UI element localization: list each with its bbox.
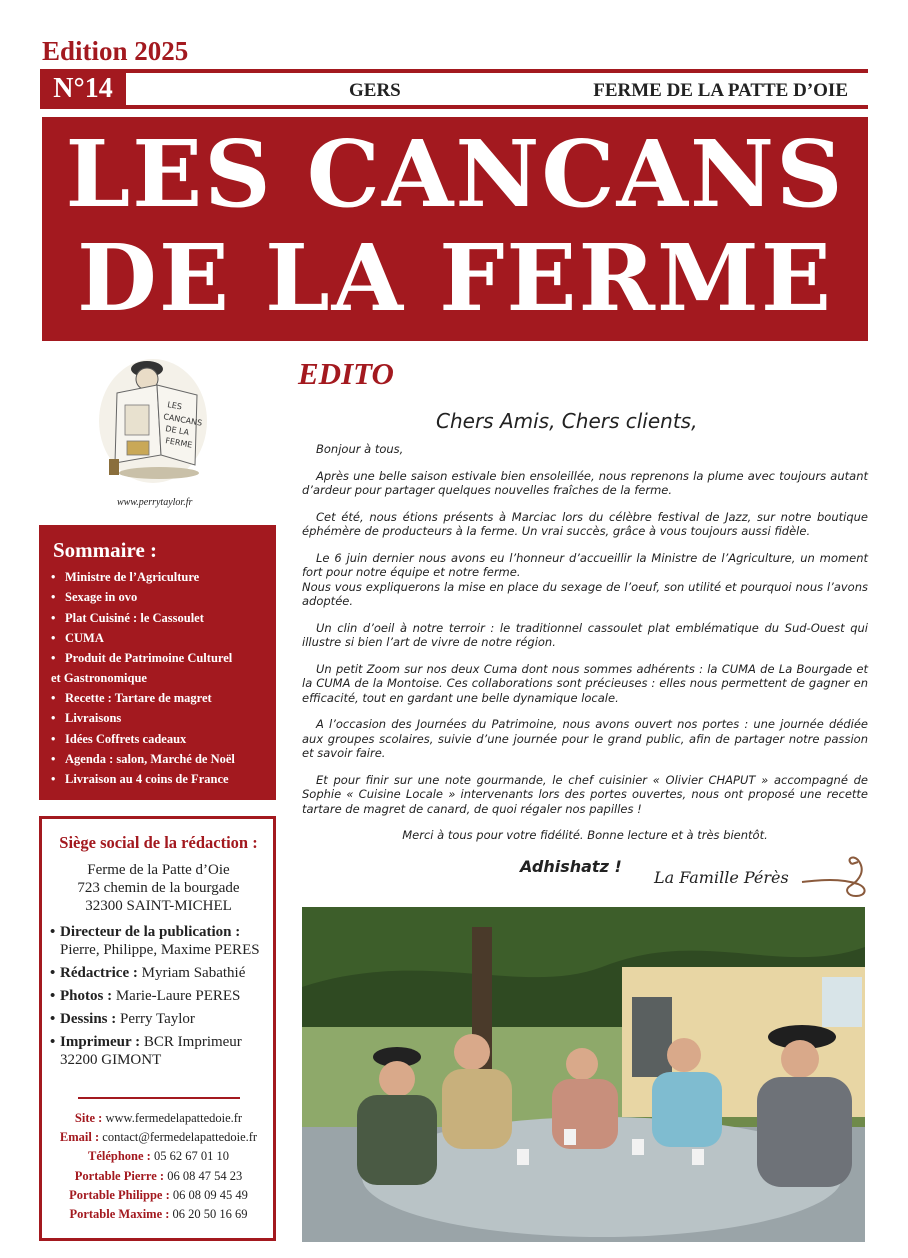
- sommaire-box: [39, 525, 276, 800]
- list-item: • Livraison au 4 coins de France: [51, 769, 266, 789]
- contact-value[interactable]: www.fermedelapattedoie.fr: [105, 1111, 243, 1125]
- contact-value: 06 20 50 16 69: [172, 1207, 248, 1222]
- siege-social-box: [39, 816, 276, 1241]
- siege-title: Siège social de la rédaction :: [59, 833, 258, 852]
- list-item: • CUMA: [51, 628, 266, 648]
- sommaire-list: [51, 567, 266, 790]
- credit-name: Myriam Sabathié: [141, 965, 246, 981]
- contact-portable-maxime: [50, 1205, 267, 1224]
- credit-role: Dessins :: [60, 1011, 117, 1027]
- contact-label: Téléphone :: [88, 1149, 151, 1164]
- edito-paragraph: Un clin d’oeil à notre terroir : le traditionnel cassoulet plat emblématique du Sud-Ouest qui illustre si bien l’art de vivre de notre région.: [302, 620, 868, 649]
- edito-paragraph: Nous vous expliquerons la mise en place du sexage de l’oeuf, son utilité et pourquoi nous l’avons adoptée.: [302, 579, 868, 608]
- contacts-block: [50, 1109, 267, 1224]
- edito-paragraph: A l’occasion des Journées du Patrimoine, nous avons ouvert nos portes : une journée dédiée aux groupes scolaires, suivie d’une journée pour le grand public, afin de partager notre passion et savoir faire.: [302, 717, 868, 760]
- svg-text:LES: LES: [166, 400, 183, 412]
- sommaire-title: Sommaire :: [53, 538, 158, 562]
- newspaper-cartoon-image: [97, 355, 209, 487]
- list-item: • Sexage in ovo: [51, 587, 266, 607]
- credit-role: Imprimeur :: [60, 1034, 141, 1050]
- credit-role: Rédactrice :: [60, 965, 138, 981]
- edito-closing: Adhishatz !: [520, 857, 622, 876]
- svg-text:FERME: FERME: [164, 436, 193, 450]
- list-item: • Recette : Tartare de magret: [51, 688, 266, 708]
- edito-greeting: Chers Amis, Chers clients,: [436, 409, 698, 433]
- edito-title: EDITO: [298, 356, 394, 391]
- edition-label: Edition 2025: [42, 36, 189, 66]
- list-item-text: Produit de Patrimoine Culturel: [65, 651, 233, 666]
- address-line: Ferme de la Patte d’Oie: [87, 862, 230, 878]
- list-item: • Livraisons: [51, 708, 266, 728]
- edito-paragraph: Après une belle saison estivale bien ensoleillée, nous reprenons la plume avec toujours autant d’ardeur pour partager quelques nouvelles fraîches de la ferme.: [302, 468, 868, 497]
- credit-name: Marie-Laure PERES: [115, 988, 241, 1004]
- divider: [78, 1097, 240, 1099]
- credit-name: Perry Taylor: [120, 1011, 195, 1027]
- contact-value: 05 62 67 01 10: [153, 1149, 229, 1164]
- edito-paragraph: Cet été, nous étions présents à Marciac lors du célèbre festival de Jazz, sur notre boutique éphémère de producteurs à la ferme. Un vrai succès, grâce à vous toujours aussi fidèle.: [302, 509, 868, 538]
- masthead-line-1: LES CANCANS: [65, 120, 845, 228]
- family-signature: La Famille Pérès: [654, 868, 789, 887]
- list-item: [51, 648, 266, 688]
- credit-extra: 32200 GIMONT: [60, 1052, 162, 1068]
- edito-paragraph: Merci à tous pour votre fidélité. Bonne lecture et à très bientôt.: [402, 828, 768, 842]
- list-item: • Agenda : salon, Marché de Noël: [51, 749, 266, 769]
- svg-text:CANCANS: CANCANS: [162, 412, 203, 428]
- contact-value[interactable]: contact@fermedelapattedoie.fr: [102, 1130, 258, 1145]
- contact-value: 06 08 09 45 49: [172, 1187, 248, 1202]
- svg-text:DE LA: DE LA: [164, 424, 190, 438]
- contact-email[interactable]: [50, 1128, 267, 1147]
- contact-label: Portable Philippe :: [69, 1187, 170, 1202]
- credit-role: Photos :: [60, 988, 113, 1004]
- list-item-continuation: et Gastronomique: [51, 671, 147, 686]
- address-block: [50, 861, 267, 915]
- masthead: [42, 117, 868, 341]
- edito-body: [302, 442, 868, 855]
- team-photo-image: [302, 907, 865, 1242]
- issue-number: N°14: [40, 73, 126, 105]
- edito-paragraph: Le 6 juin dernier nous avons eu l’honneur d’accueillir la Ministre de l’Agriculture, un moment fort pour notre équipe et notre ferme.: [302, 550, 868, 579]
- contact-label: Portable Pierre :: [74, 1168, 165, 1183]
- contact-value: 06 08 47 54 23: [167, 1168, 243, 1183]
- top-banner: [40, 69, 868, 109]
- cartoon-credit: www.perrytaylor.fr: [117, 497, 193, 508]
- contact-site[interactable]: [50, 1109, 267, 1128]
- address-line: 723 chemin de la bourgade: [77, 880, 240, 896]
- edito-paragraph: Et pour finir sur une note gourmande, le chef cuisinier « Olivier CHAPUT » accompagné de Sophie « Cuisine Locale » intervenants lors des portes ouvertes, nous ont proposé une recette tartare de magret de canard, de quoi régaler nos papilles !: [302, 772, 868, 816]
- edito-paragraph: Un petit Zoom sur nos deux Cuma dont nous sommes adhérents : la CUMA de La Bourgade et la CUMA de la Montoise. Ces collaborations sont précieuses : elles nous permettent de gagner en efficacité, tout en gardant une belle dynamique locale.: [302, 661, 868, 705]
- contact-portable-pierre: [50, 1167, 267, 1186]
- masthead-line-2: DE LA FERME: [77, 224, 833, 332]
- credit-dessins: [50, 1010, 267, 1028]
- credit-name: Pierre, Philippe, Maxime PERES: [60, 942, 260, 958]
- swan-logo-icon: [800, 850, 870, 898]
- contact-telephone: [50, 1147, 267, 1166]
- credit-name: BCR Imprimeur: [143, 1034, 242, 1050]
- edito-paragraph: Bonjour à tous,: [316, 442, 404, 456]
- farm-name: FERME DE LA PATTE D’OIE: [593, 80, 848, 101]
- credit-photos: [50, 987, 267, 1005]
- contact-label: Email :: [59, 1130, 100, 1145]
- address-line: 32300 SAINT-MICHEL: [85, 898, 232, 914]
- region-label: GERS: [349, 80, 401, 101]
- list-item: • Idées Coffrets cadeaux: [51, 729, 266, 749]
- contact-label: Portable Maxime :: [69, 1207, 170, 1222]
- credit-redactrice: [50, 964, 267, 982]
- credit-role: Directeur de la publication :: [60, 924, 241, 940]
- list-item: • Ministre de l’Agriculture: [51, 567, 266, 587]
- contact-portable-philippe: [50, 1186, 267, 1205]
- contact-label: Site :: [74, 1111, 103, 1125]
- list-item: • Plat Cuisiné : le Cassoulet: [51, 608, 266, 628]
- credit-directeur: [50, 923, 267, 959]
- credit-imprimeur: [50, 1033, 267, 1069]
